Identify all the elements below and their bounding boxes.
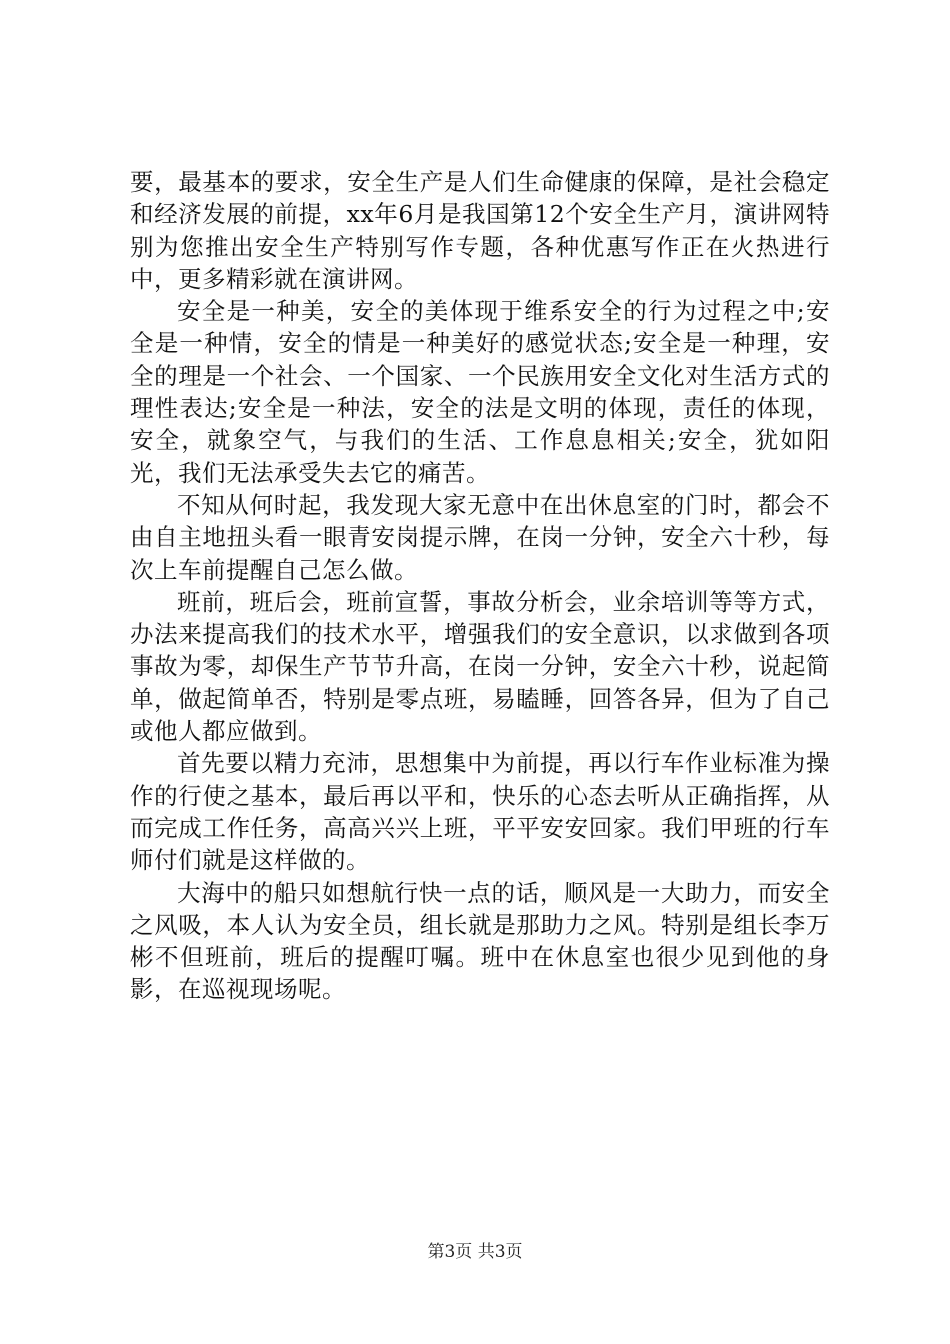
paragraph-work-standard: 首先要以精力充沛，思想集中为前提，再以行车作业标准为操作的行使之基本，最后再以平和，快乐的心态去听从正确指挥，从而完成工作任务，高高兴兴上班，平平安安回家。我们甲班的行车师付们就是这样做的。 (130, 749, 830, 875)
paragraph-shift-meetings: 班前，班后会，班前宣誓，事故分析会，业余培训等等方式，办法来提高我们的技术水平，增强我们的安全意识，以求做到各项事故为零，却保生产节节升高，在岗一分钟，安全六十秒，说起简单，做起简单否，特别是零点班，易瞌睡，回答各异，但为了自己或他人都应做到。 (130, 587, 830, 746)
page-footer: 第3页 共3页 (427, 1242, 523, 1262)
paragraph-team-leader: 大海中的船只如想航行快一点的话，顺风是一大助力，而安全之风吸，本人认为安全员，组长就是那助力之风。特别是组长李万彬不但班前，班后的提醒叮嘱。班中在休息室也很少见到他的身影，在巡视现场呢。 (130, 878, 830, 1004)
paragraph-safety-definition: 安全是一种美，安全的美体现于维系安全的行为过程之中;安全是一种情，安全的情是一种美好的感觉状态;安全是一种理，安全的理是一个社会、一个国家、一个民族用安全文化对生活方式的理性表达;安全是一种法，安全的法是文明的体现，责任的体现，安全，就象空气，与我们的生活、工作息息相关;安全，犹如阳光，我们无法承受失去它的痛苦。 (130, 297, 830, 487)
paragraph-continuation: 要，最基本的要求，安全生产是人们生命健康的保障，是社会稳定和经济发展的前提，xx年6月是我国第12个安全生产月，演讲网特别为您推出安全生产特别写作专题，各种优惠写作正在火热进行中，更多精彩就在演讲网。 (130, 168, 830, 293)
document-body (130, 166, 830, 1006)
paragraph-reminder-sign: 不知从何时起，我发现大家无意中在出休息室的门时，都会不由自主地扭头看一眼青安岗提示牌，在岗一分钟，安全六十秒，每次上车前提醒自己怎么做。 (130, 490, 830, 584)
